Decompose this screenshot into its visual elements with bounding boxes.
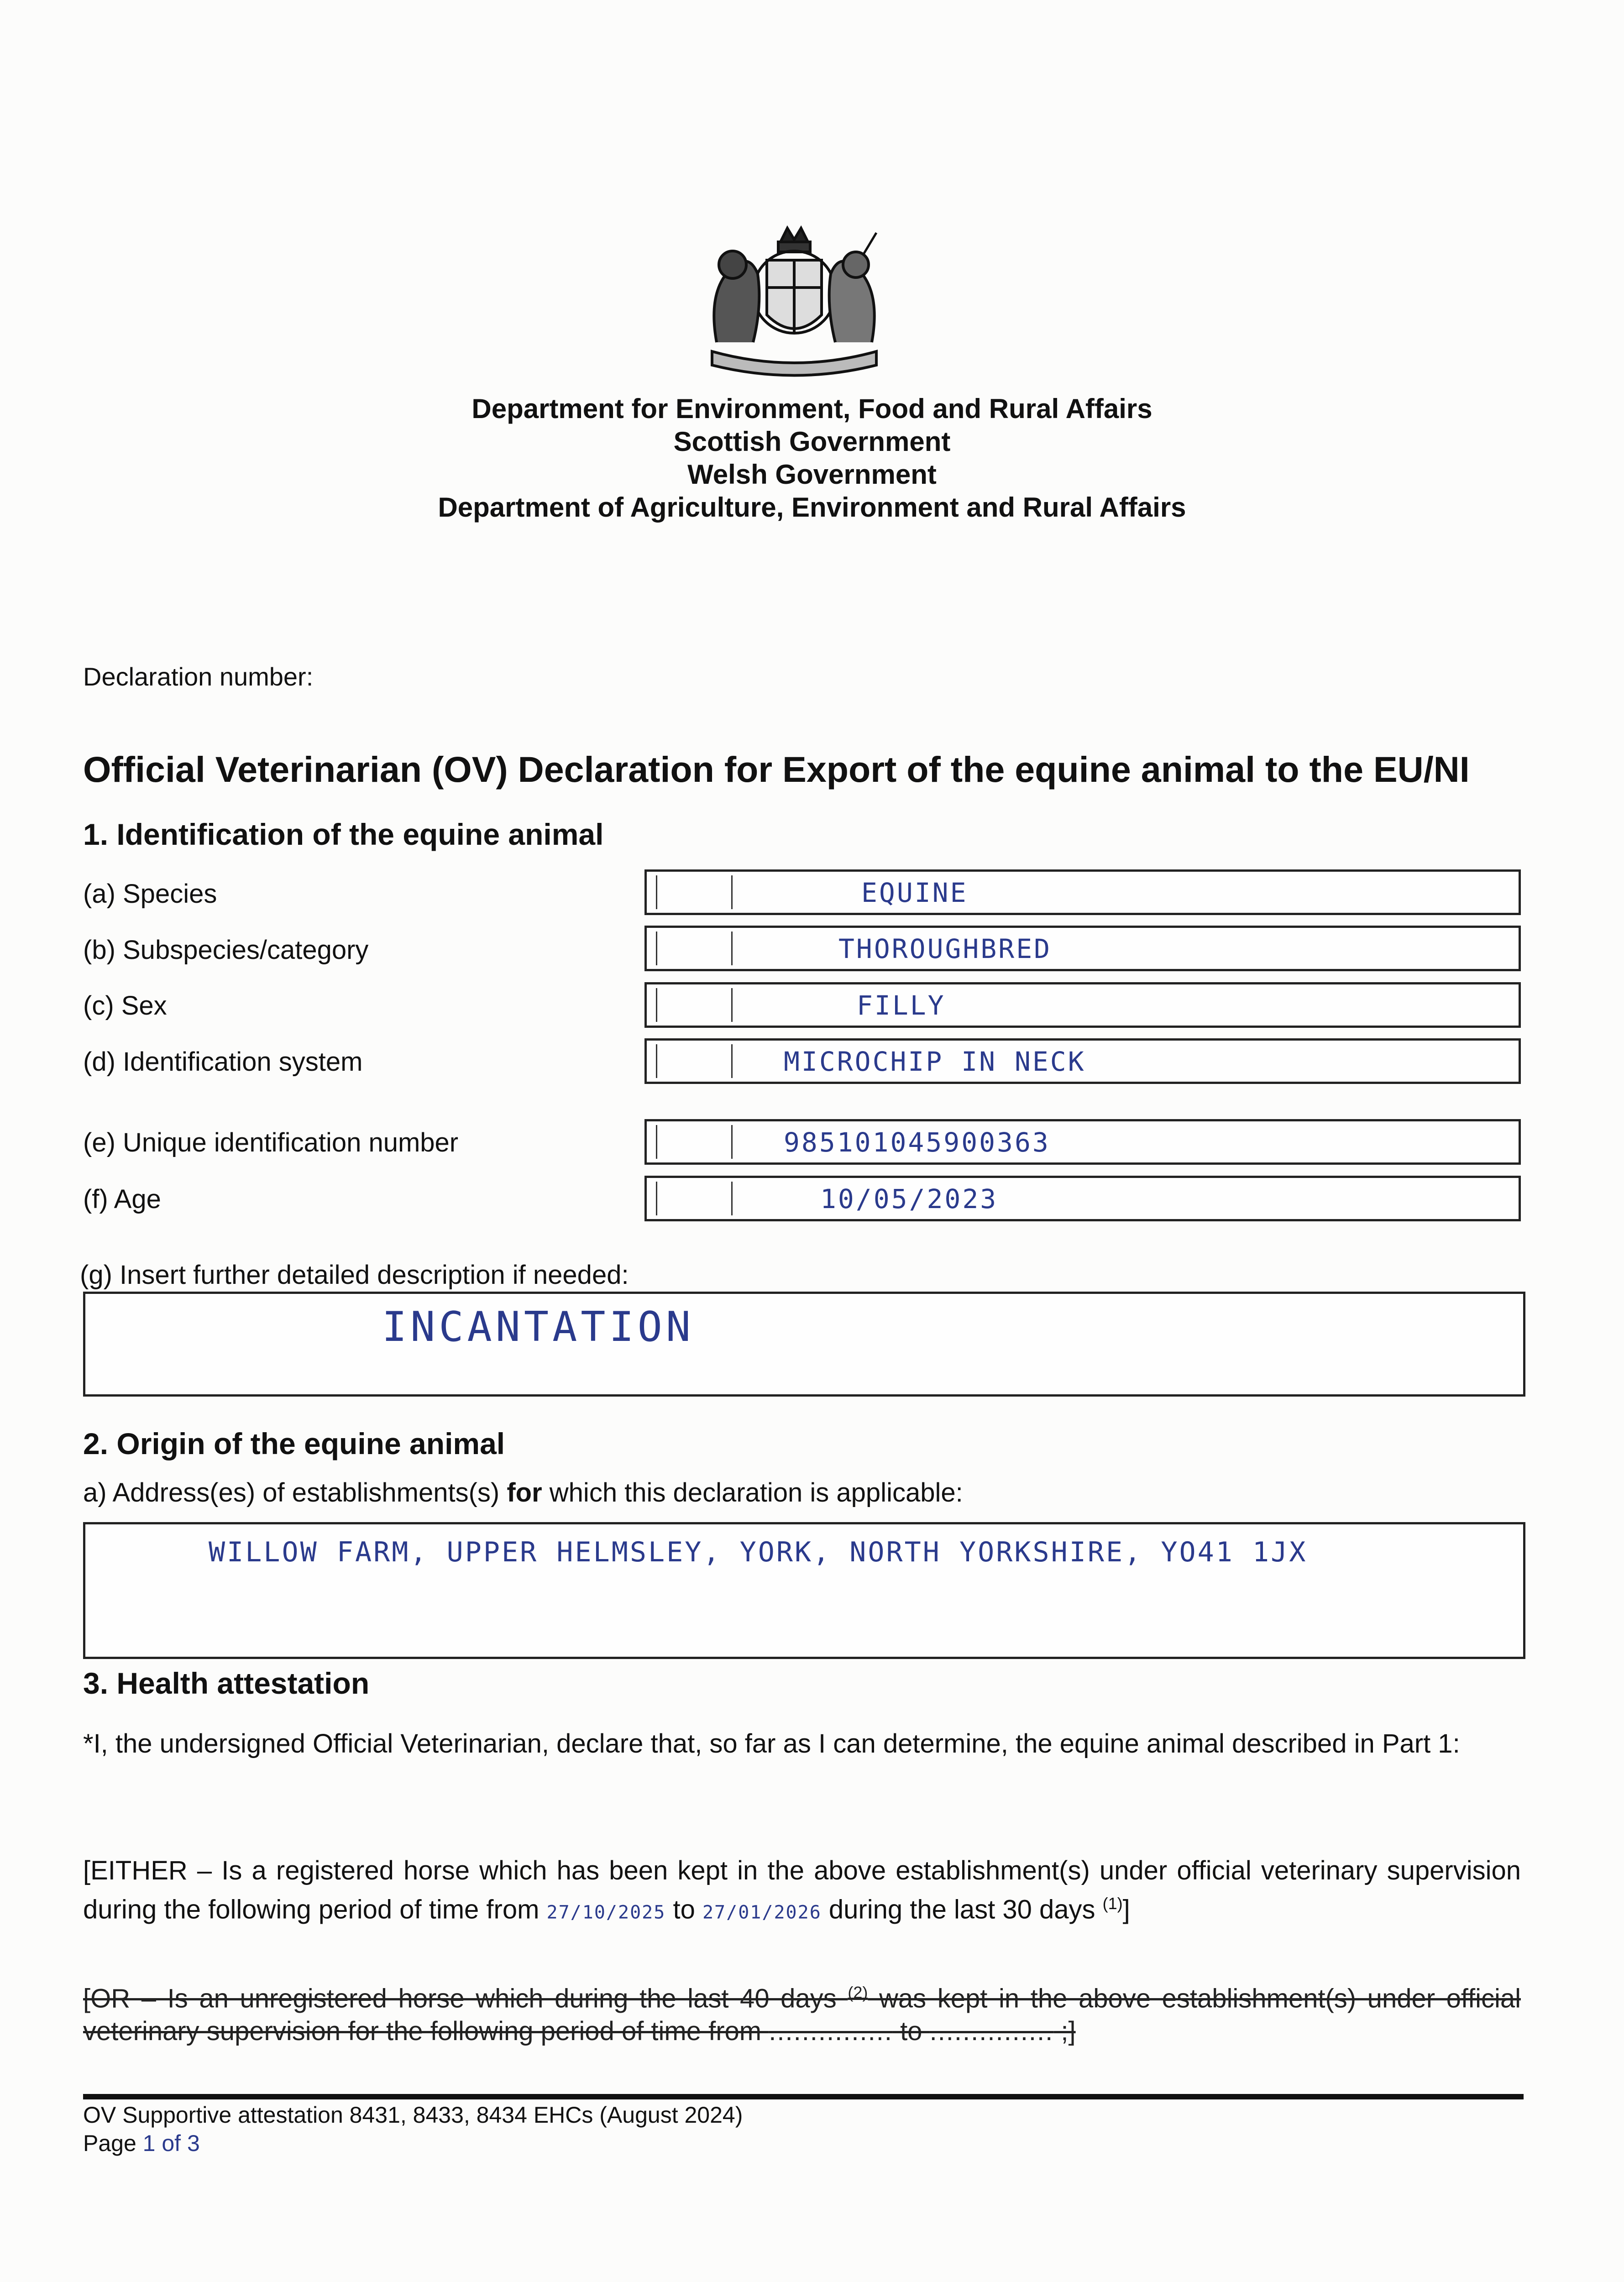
footer-attestation-ref: OV Supportive attestation 8431, 8433, 8434 EHCs (August 2024) [83,2102,743,2128]
page-title: Official Veterinarian (OV) Declaration for Export of the equine animal to the EU/NI [83,749,1470,790]
further-description-label: (g) Insert further detailed description if needed: [80,1260,629,1290]
subspecies-field[interactable] [644,926,1521,971]
sex-label: (c) Sex [83,991,167,1021]
subspecies-value: THOROUGHBRED [838,933,1052,964]
department-line-2: Scottish Government [673,426,951,457]
sex-field[interactable] [644,982,1521,1028]
department-line-4: Department of Agriculture, Environment and Rural Affairs [438,492,1186,523]
species-field[interactable] [644,869,1521,915]
further-description-field[interactable] [83,1292,1525,1397]
section2-heading: 2. Origin of the equine animal [83,1427,505,1460]
either-from-date: 27/10/2025 [546,1902,666,1923]
sex-value: FILLY [857,990,946,1021]
address-label: a) Address(es) of establishments(s) for which this declaration is applicable: [83,1478,963,1507]
royal-coat-of-arms [689,224,899,388]
section1-heading: 1. Identification of the equine animal [83,817,604,851]
footer-divider [83,2094,1524,2099]
species-label: (a) Species [83,879,217,909]
further-description-value: INCANTATION [382,1303,695,1351]
id-system-label: (d) Identification system [83,1047,363,1077]
section3-heading: 3. Health attestation [83,1666,370,1700]
address-value: WILLOW FARM, UPPER HELMSLEY, YORK, NORTH YORKSHIRE, YO41 1JX [209,1536,1308,1568]
unique-id-label: (e) Unique identification number [83,1128,459,1157]
age-label: (f) Age [83,1184,161,1214]
declaration-number-label: Declaration number: [83,662,314,691]
health-attestation-intro: *I, the undersigned Official Veterinarian, declare that, so far as I can determine, the equine animal described in Part 1: [83,1729,1460,1759]
footer [83,2101,743,2157]
either-clause: [EITHER – Is a registered horse which has been kept in the above establishment(s) under official veterinary supervision during the following period of time from 27/10/2025 to 27/01/2026 during the last 30 days $^{(1)}$] [83,1856,1521,1925]
subspecies-label: (b) Subspecies/category [83,935,369,965]
address-field[interactable] [83,1522,1525,1659]
species-value: EQUINE [861,877,968,908]
unique-id-value: 985101045900363 [784,1127,1050,1158]
department-line-3: Welsh Government [687,459,937,490]
department-header [0,393,1624,524]
id-system-field[interactable] [644,1038,1521,1084]
age-value: 10/05/2023 [820,1183,998,1214]
or-clause-struck: [OR – Is an unregistered horse which during the last 40 days $^{(2)}$ was kept in the above establishment(s) under official veterinary supervision for the following period of time from ............... to ............... ;] [83,1983,1521,2046]
id-system-value: MICROCHIP IN NECK [784,1046,1086,1077]
age-field[interactable] [644,1176,1521,1221]
either-to-date: 27/01/2026 [702,1902,822,1923]
department-line-1: Department for Environment, Food and Rural Affairs [471,393,1153,424]
page-number: Page 1 of 3 [83,2130,200,2156]
unique-id-field[interactable] [644,1119,1521,1165]
